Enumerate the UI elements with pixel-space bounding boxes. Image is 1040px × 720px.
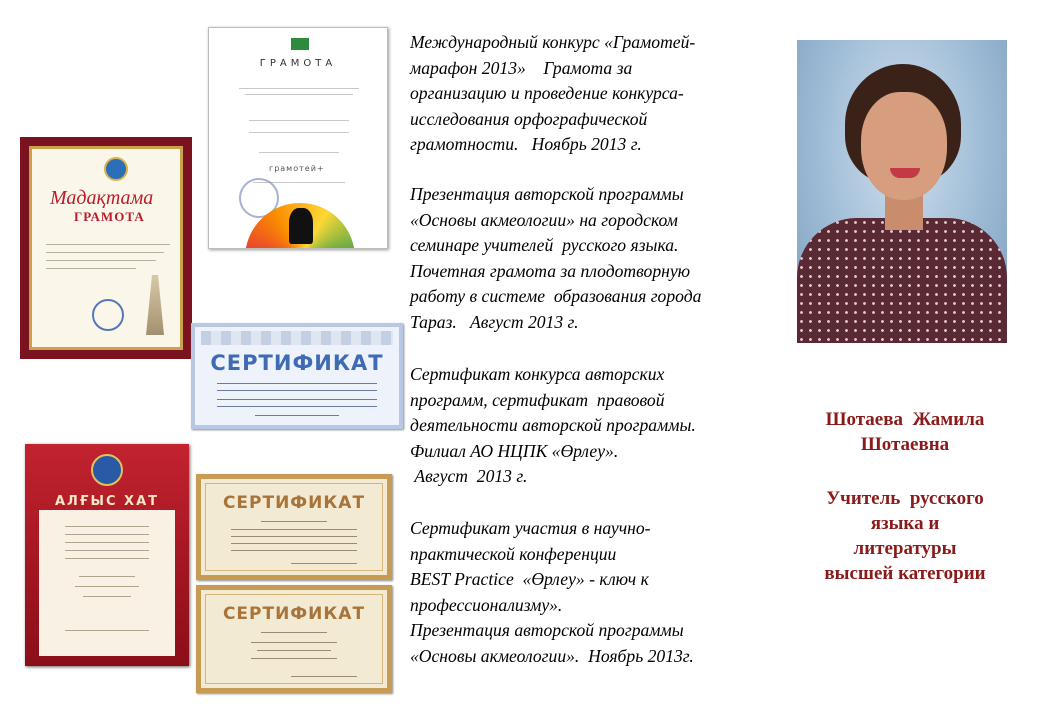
certificate-gramota-marathon: [208, 27, 388, 249]
description-block-3: [410, 362, 766, 490]
text-line: [249, 132, 349, 133]
description-line: Международный конкурс «Грамотей-: [410, 32, 696, 52]
description-block-2: [410, 182, 766, 335]
text-line: [231, 536, 357, 537]
description-line: деятельности авторской программы.: [410, 415, 696, 435]
text-line: [217, 383, 377, 384]
description-line: Почетная грамота за плодотворную: [410, 260, 691, 281]
text-line: [65, 630, 149, 631]
certificate-title: ГРАМОТА: [259, 58, 337, 69]
text-line: [46, 268, 136, 269]
text-line: [249, 120, 349, 121]
text-line: [251, 642, 337, 643]
description-line: «Основы акмеологии». Ноябрь 2013г.: [410, 645, 694, 666]
text-line: [65, 534, 149, 535]
description-line: практической конференции: [410, 543, 617, 564]
portrait-face: [861, 92, 947, 200]
description-line: программ, сертификат правовой: [410, 389, 665, 410]
certificate-text-panel: [39, 510, 175, 656]
stamp-icon: [92, 299, 124, 331]
teacher-title-line: литературы: [853, 538, 957, 559]
certificate-title: СЕРТИФИКАТ: [222, 604, 366, 624]
description-block-1: [410, 30, 766, 158]
teacher-name-line: Шотаевна: [860, 434, 950, 455]
description-line: Август 2013 г.: [410, 466, 528, 486]
state-emblem-icon: [104, 157, 128, 181]
certificate-title: СЕРТИФИКАТ: [210, 351, 384, 375]
text-line: [217, 406, 377, 407]
text-line: [46, 244, 170, 245]
text-line: [261, 521, 327, 522]
monument-icon: [140, 275, 170, 335]
certificate-title: АЛҒЫС ХАТ: [55, 494, 159, 509]
teacher-title-line: Учитель русского: [826, 488, 984, 509]
text-line: [231, 550, 357, 551]
certificate-sertifikat-beige-1: [196, 474, 392, 580]
text-line: [217, 390, 377, 391]
certificate-madaktama-gramota: [20, 137, 192, 359]
teacher-title-line: высшей категории: [824, 563, 986, 584]
text-line: [261, 632, 327, 633]
text-line: [231, 529, 357, 530]
teacher-name: [790, 407, 1020, 457]
description-line: Презентация авторской программы: [410, 184, 684, 204]
text-line: [46, 260, 156, 261]
certificate-sheet: [29, 146, 183, 350]
text-line: [79, 576, 135, 577]
text-line: [65, 550, 149, 551]
description-line: BEST Practice «Өрлеу» - ключ к: [410, 569, 649, 589]
text-line: [65, 558, 149, 559]
description-block-4: [410, 516, 766, 669]
text-line: [217, 399, 377, 400]
certificate-sertifikat-blue: [191, 323, 403, 429]
certificate-sertifikat-beige-2: [196, 585, 392, 693]
certificate-header-band: [201, 331, 393, 345]
description-line: работу в системе образования города: [410, 286, 702, 306]
text-line: [255, 415, 339, 416]
teacher-portrait-photo: [797, 40, 1007, 343]
description-line: Презентация авторской программы: [410, 620, 684, 640]
state-emblem-icon: [91, 454, 123, 486]
description-line: семинаре учителей русского языка.: [410, 235, 679, 255]
teacher-title-line: языка и: [870, 513, 940, 534]
certificate-title: ГРАМОТА: [74, 209, 145, 224]
text-line: [257, 650, 331, 651]
text-line: [259, 152, 339, 153]
logo-icon: [291, 38, 309, 50]
text-line: [65, 542, 149, 543]
description-line: профессионализму».: [410, 594, 563, 615]
description-line: грамотности. Ноябрь 2013 г.: [410, 134, 642, 154]
description-line: Тараз. Август 2013 г.: [410, 311, 579, 332]
text-line: [65, 526, 149, 527]
description-line: Сертификат конкурса авторских: [410, 364, 665, 384]
text-line: [75, 586, 139, 587]
text-line: [291, 563, 357, 564]
description-line: марафон 2013» Грамота за: [410, 57, 633, 78]
text-line: [231, 543, 357, 544]
description-line: исследования орфографической: [410, 108, 648, 129]
brand-logo-text: грамотей+: [269, 164, 325, 173]
portrait-blouse: [797, 218, 1007, 343]
text-line: [46, 252, 164, 253]
text-line: [245, 94, 353, 95]
figure-icon: [289, 208, 313, 244]
text-line: [83, 596, 131, 597]
description-line: «Основы акмеологии» на городском: [410, 209, 678, 230]
certificate-adeys-hat: [25, 444, 189, 666]
description-line: Сертификат участия в научно-: [410, 518, 651, 538]
description-line: Филиал АО НЦПК «Өрлеу».: [410, 440, 619, 461]
teacher-title: [790, 486, 1020, 586]
teacher-name-line: Шотаева Жамила: [825, 409, 985, 430]
certificate-title: СЕРТИФИКАТ: [222, 493, 366, 513]
text-line: [291, 676, 357, 677]
certificate-script-heading: Мадақтама: [50, 187, 154, 209]
text-line: [251, 658, 337, 659]
text-line: [239, 88, 359, 89]
description-line: организацию и проведение конкурса-: [410, 83, 684, 103]
